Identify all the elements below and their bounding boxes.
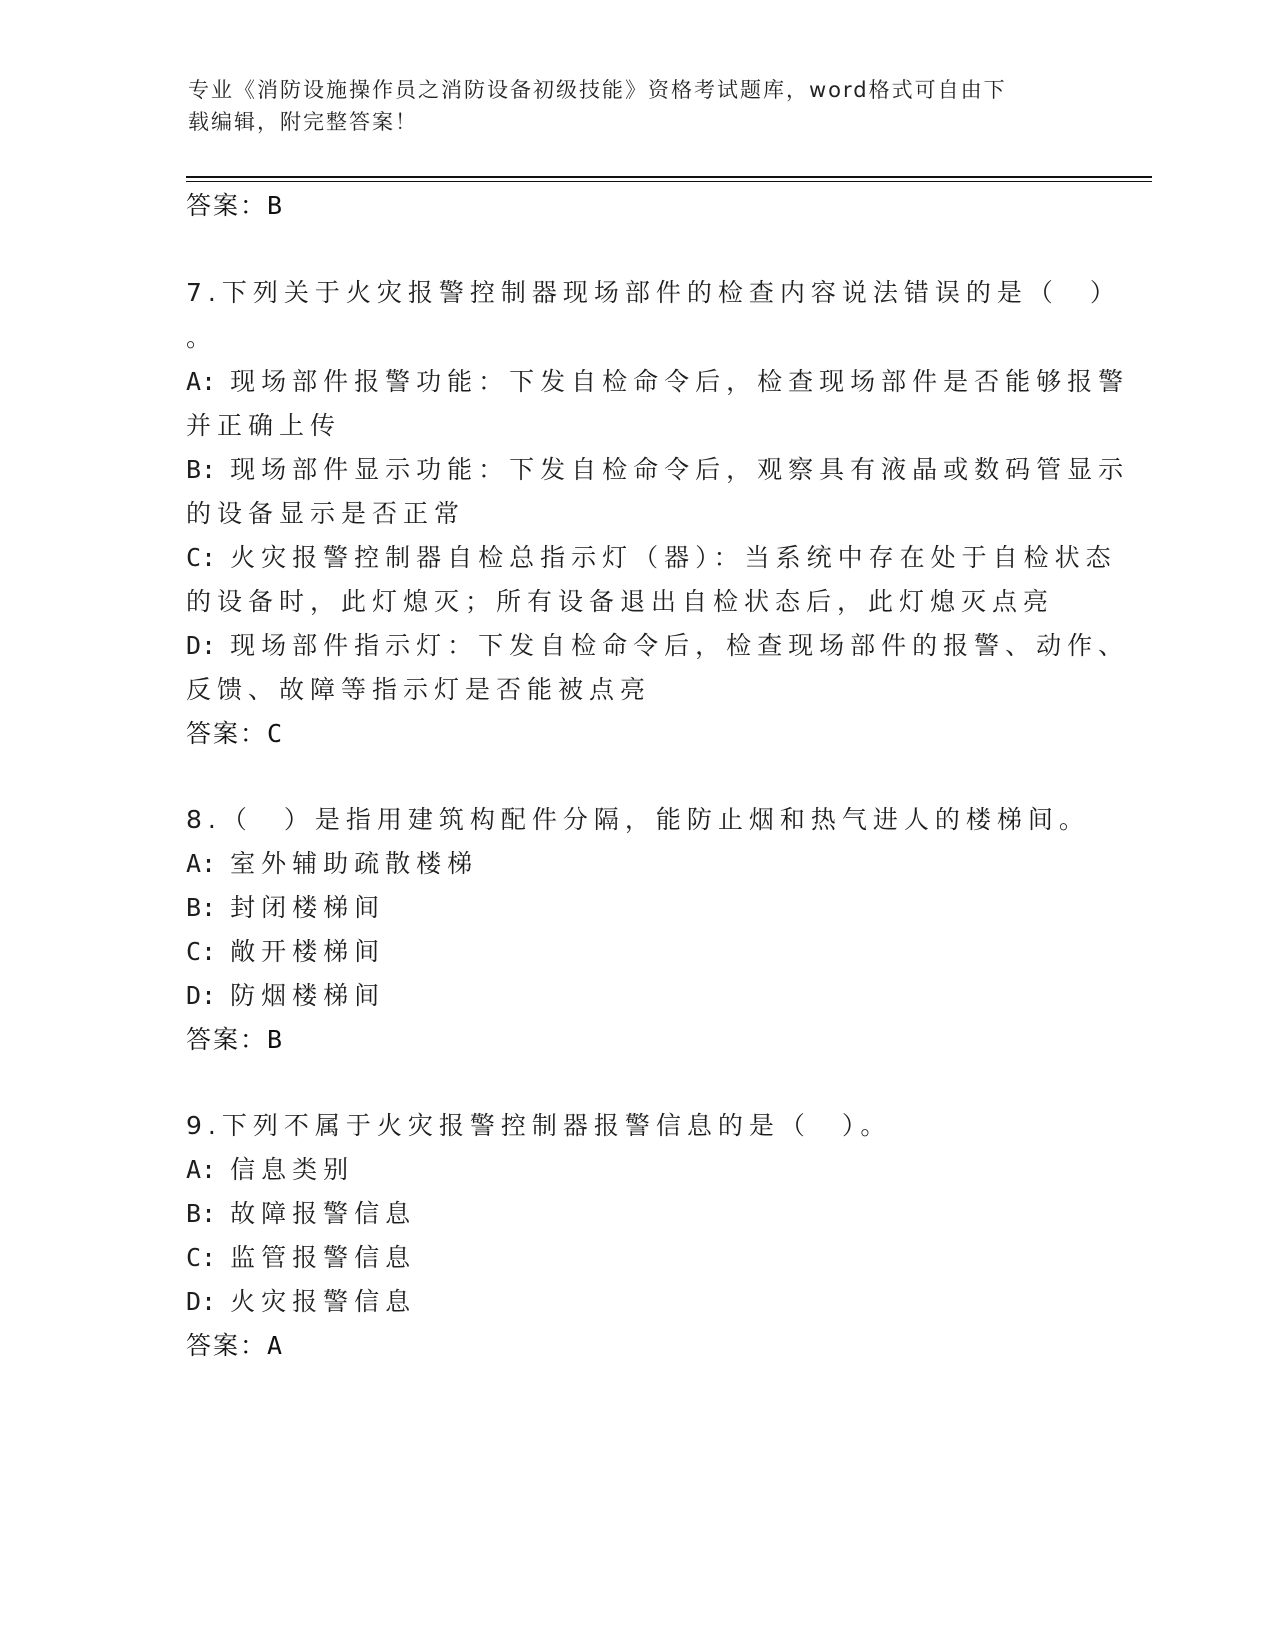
option-text: 监管报警信息 <box>230 1243 417 1272</box>
q9-option-b <box>186 1196 416 1232</box>
option-label: D: <box>186 981 217 1010</box>
answer-label: 答案： <box>186 719 268 748</box>
answer-value: B <box>267 1025 285 1054</box>
q9-option-d <box>186 1284 416 1320</box>
option-text: 敞开楼梯间 <box>230 937 386 966</box>
q7-title-line-2: 。 <box>186 323 218 352</box>
q7-option-b <box>186 452 1129 488</box>
q7-option-a <box>186 364 1129 400</box>
answer-label: 答案： <box>186 1331 268 1360</box>
answer-prev <box>186 188 284 224</box>
document-header <box>188 74 1068 138</box>
q8-option-a <box>186 846 478 882</box>
option-label: A: <box>186 1155 217 1184</box>
header-rule-thin <box>186 181 1152 182</box>
q9-option-c <box>186 1240 416 1276</box>
option-text: 火灾报警信息 <box>230 1287 417 1316</box>
option-label: C: <box>186 543 217 572</box>
option-label: A: <box>186 849 217 878</box>
option-text: 火灾报警控制器自检总指示灯（器）：当系统中存在处于自检状态 <box>230 543 1117 572</box>
q9-answer <box>186 1328 284 1364</box>
q7-option-c-cont: 的设备时，此灯熄灭；所有设备退出自检状态后，此灯熄灭点亮 <box>186 587 1055 616</box>
answer-value: C <box>267 719 285 748</box>
option-text: 现场部件报警功能：下发自检命令后，检查现场部件是否能够报警 <box>230 367 1130 396</box>
option-label: D: <box>186 1287 217 1316</box>
option-label: B: <box>186 893 217 922</box>
q7-option-d <box>186 628 1129 664</box>
answer-value: A <box>267 1331 285 1360</box>
option-label: C: <box>186 937 217 966</box>
option-label: A: <box>186 367 217 396</box>
option-text: 故障报警信息 <box>230 1199 417 1228</box>
option-text: 现场部件指示灯：下发自检命令后，检查现场部件的报警、动作、 <box>230 631 1130 660</box>
option-text: 封闭楼梯间 <box>230 893 386 922</box>
option-text: 信息类别 <box>230 1155 355 1184</box>
header-line-2: 载编辑，附完整答案！ <box>188 110 418 134</box>
header-line-1: 专业《消防设施操作员之消防设备初级技能》资格考试题库，word格式可自由下 <box>188 78 1007 102</box>
header-rule-thick <box>186 176 1152 178</box>
option-label: B: <box>186 1199 217 1228</box>
q7-option-b-cont: 的设备显示是否正常 <box>186 499 466 528</box>
q7-option-d-cont: 反馈、故障等指示灯是否能被点亮 <box>186 675 652 704</box>
q8-option-c <box>186 934 385 970</box>
answer-label: 答案： <box>186 191 268 220</box>
q7-option-c <box>186 540 1117 576</box>
option-label: D: <box>186 631 217 660</box>
q8-answer <box>186 1022 284 1058</box>
option-label: B: <box>186 455 217 484</box>
option-text: 现场部件显示功能：下发自检命令后，观察具有液晶或数码管显示 <box>230 455 1130 484</box>
q9-option-a <box>186 1152 354 1188</box>
q8-title: 8.（ ）是指用建筑构配件分隔，能防止烟和热气进人的楼梯间。 <box>186 805 1090 834</box>
option-text: 防烟楼梯间 <box>230 981 386 1010</box>
option-label: C: <box>186 1243 217 1272</box>
q9-title: 9.下列不属于火灾报警控制器报警信息的是（ ）。 <box>186 1111 892 1140</box>
option-text: 室外辅助疏散楼梯 <box>230 849 479 878</box>
q7-answer <box>186 716 284 752</box>
q8-option-b <box>186 890 385 926</box>
answer-value: B <box>267 191 285 220</box>
answer-label: 答案： <box>186 1025 268 1054</box>
q7-option-a-cont: 并正确上传 <box>186 411 342 440</box>
q8-option-d <box>186 978 385 1014</box>
q7-title-line-1: 7.下列关于火灾报警控制器现场部件的检查内容说法错误的是（ ） <box>186 278 1121 307</box>
